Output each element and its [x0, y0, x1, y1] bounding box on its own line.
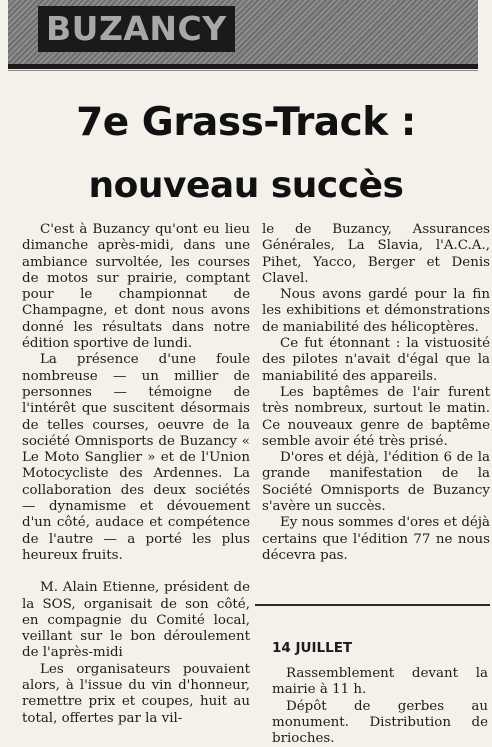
banner-rule	[8, 70, 478, 71]
left-column	[22, 222, 250, 727]
right-paragraph-3: Ce fut étonnant : la vistuosité des pilotes n'avait d'égal que la maniabilité des appareils.	[262, 336, 490, 384]
sub-article-title: 14 JUILLET	[272, 640, 353, 656]
headline-line-1: 7e Grass-Track :	[76, 100, 416, 145]
paragraph-gap	[22, 564, 250, 580]
right-paragraph-2: Nous avons gardé pour la fin les exhibitions et démonstrations de maniabilité des hélicoptères.	[262, 287, 490, 335]
right-paragraph-6: Ey nous sommes d'ores et déjà certains que l'édition 77 ne nous décevra pas.	[262, 515, 490, 563]
section-title: BUZANCY	[38, 6, 235, 52]
headline-line-2: nouveau succès	[88, 165, 404, 206]
right-paragraph-4: Les baptêmes de l'air furent très nombreux, surtout le matin. Ce nouveaux genre de baptême semble avoir été très prisé.	[262, 384, 490, 449]
sub-article-rule	[255, 604, 490, 606]
right-paragraph-1: le de Buzancy, Assurances Générales, La Slavia, l'A.C.A., Pihet, Yacco, Berger et Denis Clavel.	[262, 222, 490, 286]
left-paragraph-2: La présence d'une foule nombreuse — un millier de personnes — témoigne de l'intérêt que suscitent désormais de telles courses, oeuvre de la société Omnisports de Buzancy « Le Moto Sanglier » et de l'Union Motocycliste des Ardennes. La collaboration des deux sociétés — dynamisme et dévouement d'un côté, audace et compétence de l'autre — a porté les plus heureux fruits.	[22, 352, 250, 563]
section-banner	[8, 0, 478, 69]
right-column	[262, 222, 490, 564]
left-paragraph-1: C'est à Buzancy qu'ont eu lieu dimanche après-midi, dans une ambiance survoltée, les courses de motos sur prairie, comptant pour le championnat de Champagne, et dont nous avons donné les résultats dans notre édition sportive de lundi.	[22, 222, 250, 352]
sub-article-body	[272, 666, 488, 747]
left-paragraph-3: M. Alain Etienne, président de la SOS, organisait de son côté, en compagnie du Comité local, veillant sur le bon déroulement de l'après-midi	[22, 580, 250, 661]
sub-article-paragraph-2: Dépôt de gerbes au monument. Distribution de brioches.	[272, 698, 488, 747]
left-paragraph-4: Les organisateurs pouvaient alors, à l'issue du vin d'honneur, remettre prix et coupes, huit au total, offertes par la vil-	[22, 661, 250, 726]
right-paragraph-5: D'ores et déjà, l'édition 6 de la grande manifestation de la Société Omnisports de Buzancy s'avère un succès.	[262, 450, 490, 515]
sub-article-paragraph-1: Rassemblement devant la mairie à 11 h.	[272, 666, 488, 698]
